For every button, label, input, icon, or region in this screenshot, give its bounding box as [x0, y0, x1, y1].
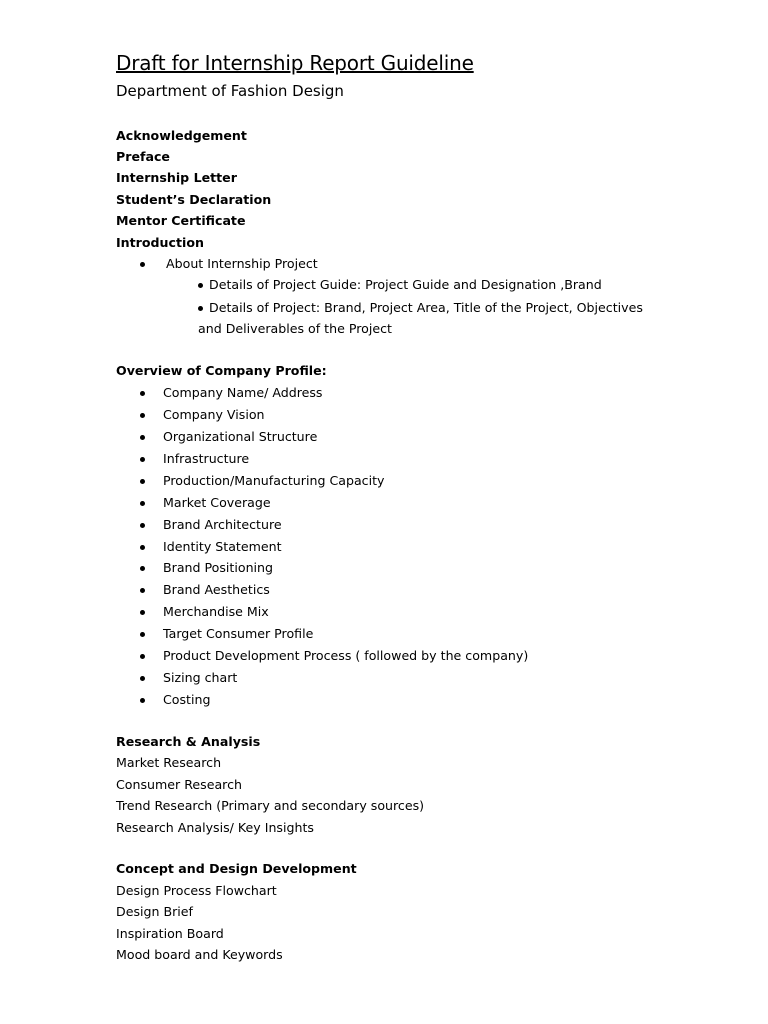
list-item: Research Analysis/ Key Insights [116, 820, 314, 835]
document-subtitle: Department of Fashion Design [116, 82, 344, 100]
bullet-icon [140, 566, 145, 571]
section-heading: Concept and Design Development [116, 861, 357, 876]
list-item-label: Infrastructure [163, 451, 250, 466]
bullet-icon [140, 262, 145, 267]
list-item-label: Identity Statement [163, 539, 282, 554]
list-item-label: Sizing chart [163, 670, 238, 685]
front-matter-item: Student’s Declaration [116, 192, 272, 207]
bullet-icon [198, 306, 203, 311]
bullet-icon [140, 435, 145, 440]
bullet-icon [140, 632, 145, 637]
section-heading: Overview of Company Profile: [116, 363, 327, 378]
bullet-icon [140, 501, 145, 506]
list-item-label: Market Coverage [163, 495, 271, 510]
list-item: Trend Research (Primary and secondary sources) [116, 798, 425, 813]
list-item-label: Costing [163, 692, 211, 707]
bullet-icon [198, 283, 203, 288]
list-item-label: Brand Architecture [163, 517, 282, 532]
list-item: Design Brief [116, 904, 193, 919]
list-item-label: Organizational Structure [163, 429, 318, 444]
list-item-label: Brand Aesthetics [163, 582, 270, 597]
bullet-icon [140, 457, 145, 462]
bullet-icon [140, 523, 145, 528]
list-item-label: Company Name/ Address [163, 385, 323, 400]
bullet-icon [140, 479, 145, 484]
bullet-icon [140, 698, 145, 703]
list-item-continuation: and Deliverables of the Project [198, 321, 392, 336]
front-matter-item: Mentor Certificate [116, 213, 246, 228]
list-item-label: Merchandise Mix [163, 604, 269, 619]
section-heading: Research & Analysis [116, 734, 261, 749]
list-item-label: About Internship Project [166, 256, 318, 271]
bullet-icon [140, 676, 145, 681]
front-matter-item: Introduction [116, 235, 204, 250]
list-item-label: Company Vision [163, 407, 265, 422]
list-item-label: Details of Project: Brand, Project Area, Title of the Project, Objectives [209, 300, 643, 315]
document-title: Draft for Internship Report Guideline [116, 51, 474, 75]
front-matter-item: Acknowledgement [116, 128, 247, 143]
front-matter-item: Internship Letter [116, 170, 237, 185]
list-item: Market Research [116, 755, 222, 770]
list-item-label: Product Development Process ( followed by the company) [163, 648, 529, 663]
bullet-icon [140, 588, 145, 593]
list-item: Consumer Research [116, 777, 242, 792]
list-item-label: Production/Manufacturing Capacity [163, 473, 385, 488]
list-item-label: Details of Project Guide: Project Guide and Designation ,Brand [209, 277, 602, 292]
list-item-label: Target Consumer Profile [163, 626, 314, 641]
bullet-icon [140, 654, 145, 659]
list-item: Design Process Flowchart [116, 883, 277, 898]
list-item: Mood board and Keywords [116, 947, 283, 962]
bullet-icon [140, 391, 145, 396]
list-item-label: Brand Positioning [163, 560, 274, 575]
bullet-icon [140, 610, 145, 615]
bullet-icon [140, 545, 145, 550]
bullet-icon [140, 413, 145, 418]
front-matter-item: Preface [116, 149, 170, 164]
list-item: Inspiration Board [116, 926, 224, 941]
